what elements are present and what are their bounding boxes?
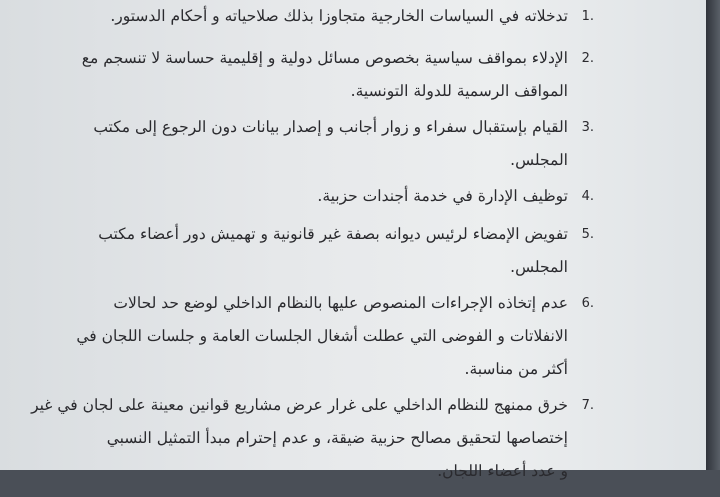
item-number: 7. [581, 398, 594, 413]
item-text-line: إختصاصها لتحقيق مصالح حزبية ضيقة، و عدم إحترام مبدأ التمثيل النسبي [106, 429, 568, 447]
item-text-line: القيام بإستقبال سفراء و زوار أجانب و إصدار بيانات دون الرجوع إلى مكتب [93, 118, 568, 136]
item-number: 6. [581, 296, 594, 311]
item-text-line: الإدلاء بمواقف سياسية بخصوص مسائل دولية و إقليمية حساسة لا تنسجم مع [81, 49, 568, 67]
item-number: 4. [581, 189, 594, 204]
item-text-line: المجلس. [510, 258, 568, 276]
list-item [4, 395, 594, 482]
item-text-line: تفويض الإمضاء لرئيس ديوانه بصفة غير قانونية و تهميش دور أعضاء مكتب [98, 225, 568, 243]
numbered-list [4, 6, 594, 497]
item-number: 1. [581, 9, 594, 24]
item-text-line: الانفلاتات و الفوضى التي عطلت أشغال الجلسات العامة و جلسات اللجان في [76, 327, 568, 345]
item-number: 5. [581, 227, 594, 242]
item-number: 2. [581, 51, 594, 66]
list-item [4, 186, 594, 207]
item-text-line: خرق ممنهج للنظام الداخلي على غرار عرض مشاريع قوانين معينة على لجان في غير [31, 396, 568, 414]
list-item [4, 293, 594, 380]
list-item [4, 224, 594, 278]
page-edge-shadow [706, 0, 720, 470]
list-item [4, 117, 594, 171]
list-item [4, 6, 594, 27]
item-text-line: أكثر من مناسبة. [464, 360, 568, 378]
item-text-line: توظيف الإدارة في خدمة أجندات حزبية. [317, 187, 568, 205]
item-text-line: المواقف الرسمية للدولة التونسية. [350, 82, 568, 100]
item-text-line: تدخلاته في السياسات الخارجية متجاوزا بذلك صلاحياته و أحكام الدستور. [110, 7, 568, 25]
item-text-line: عدم إتخاذه الإجراءات المنصوص عليها بالنظام الداخلي لوضع حد لحالات [113, 294, 568, 312]
item-text-line: المجلس. [510, 151, 568, 169]
item-text-line: و عدد أعضاء اللجان. [437, 462, 568, 480]
item-number: 3. [581, 120, 594, 135]
list-item [4, 48, 594, 102]
